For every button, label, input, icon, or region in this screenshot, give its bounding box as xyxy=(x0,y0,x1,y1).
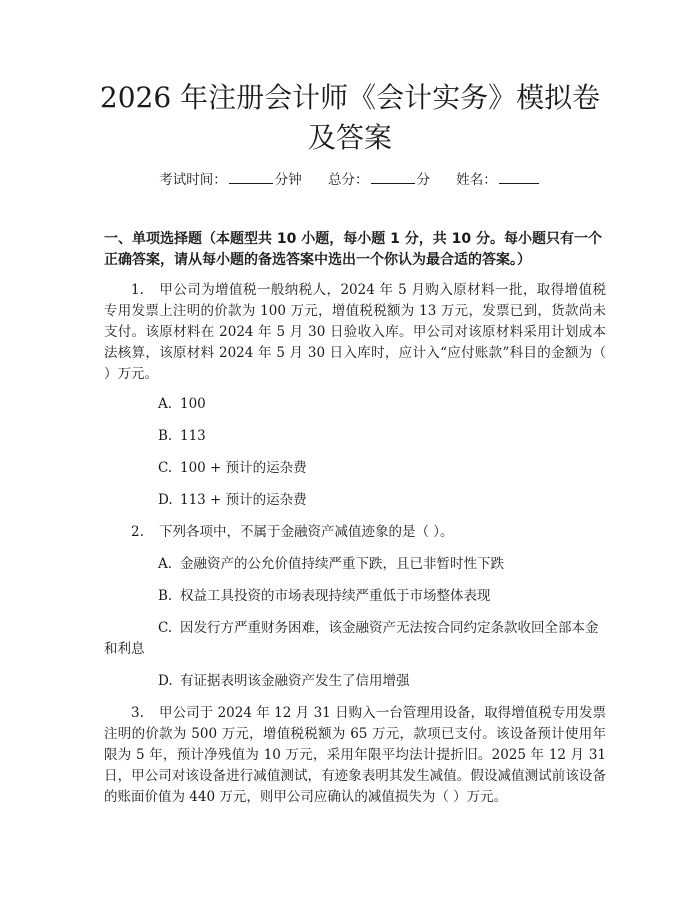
question-2-option-c xyxy=(104,618,606,660)
option-text: 113 xyxy=(180,428,206,444)
question-2-stem xyxy=(104,522,606,543)
document-title: 2026 年注册会计师《会计实务》模拟卷及答案 xyxy=(99,81,601,154)
option-letter: B. xyxy=(158,428,173,444)
exam-info-line xyxy=(0,170,700,189)
question-1-text: 甲公司为增值税一般纳税人，2024 年 5 月购入原材料一批，取得增值税专用发票上注明的价款为 100 万元，增值税税额为 13 万元，发票已到，货款尚未支付。该原材料在 2024 年 5 月 30 日验收入库。甲公司对该原材料采用计划成本法核算，该原材料 2024 年 5 月 30 日入库时，应计入“应付账款”科目的金额为（ ）万元。 xyxy=(104,282,606,382)
question-1-number: 1. xyxy=(131,282,144,298)
name-field xyxy=(456,172,541,188)
option-text: 因发行方严重财务困难，该金融资产无法按合同约定条款收回全部本金和利息 xyxy=(104,620,599,657)
exam-time-blank xyxy=(229,170,273,184)
question-1-option-c xyxy=(104,458,606,479)
question-3-number: 3. xyxy=(131,705,144,721)
option-letter: C. xyxy=(158,460,173,476)
question-2-text: 下列各项中，不属于金融资产减值迹象的是（ ）。 xyxy=(159,524,454,540)
option-letter: A. xyxy=(158,396,173,412)
question-1-stem xyxy=(104,280,606,385)
option-text: 金融资产的公允价值持续严重下跌，且已非暂时性下跌 xyxy=(180,556,504,572)
total-score-unit: 分 xyxy=(416,172,430,188)
option-text: 100 + 预计的运杂费 xyxy=(180,460,307,476)
name-blank xyxy=(499,170,539,184)
exam-time-label: 考试时间： xyxy=(159,172,227,188)
option-letter: D. xyxy=(158,673,173,689)
question-1-option-b xyxy=(104,426,606,447)
total-score-blank xyxy=(371,170,415,184)
question-2-option-d xyxy=(104,671,606,692)
option-letter: D. xyxy=(158,492,173,508)
total-score-label: 总分： xyxy=(328,172,369,188)
question-2-number: 2. xyxy=(131,524,144,540)
question-3-stem xyxy=(104,703,606,808)
question-1-option-d xyxy=(104,490,606,511)
question-1-option-a xyxy=(104,394,606,415)
exam-time-unit: 分钟 xyxy=(274,172,302,188)
option-letter: C. xyxy=(158,620,173,636)
section-heading: 一、单项选择题（本题型共 10 小题，每小题 1 分，共 10 分。每小题只有一个正确答案，请从每小题的备选答案中选出一个你认为最合适的答案。） xyxy=(104,231,602,268)
question-3-text: 甲公司于 2024 年 12 月 31 日购入一台管理用设备，取得增值税专用发票注明的价款为 500 万元，增值税税额为 65 万元，款项已支付。该设备预计使用年限为 5 年，预计净残值为 10 万元，采用年限平均法计提折旧。2025 年 12 月 31 日，甲公司对该设备进行减值测试，有迹象表明其发生减值。假设减值测试前该设备的账面价值为 440 万元，则甲公司应确认的减值损失为（ ）万元。 xyxy=(104,705,606,805)
option-text: 113 + 预计的运杂费 xyxy=(180,492,307,508)
question-2-option-b xyxy=(104,586,606,607)
exam-time-field xyxy=(159,172,302,188)
question-2-option-a xyxy=(104,554,606,575)
option-text: 100 xyxy=(180,396,206,412)
option-letter: A. xyxy=(158,556,173,572)
total-score-field xyxy=(328,172,430,188)
option-letter: B. xyxy=(158,588,173,604)
option-text: 有证据表明该金融资产发生了信用增强 xyxy=(180,673,410,689)
option-text: 权益工具投资的市场表现持续严重低于市场整体表现 xyxy=(180,588,491,604)
name-label: 姓名： xyxy=(456,172,497,188)
